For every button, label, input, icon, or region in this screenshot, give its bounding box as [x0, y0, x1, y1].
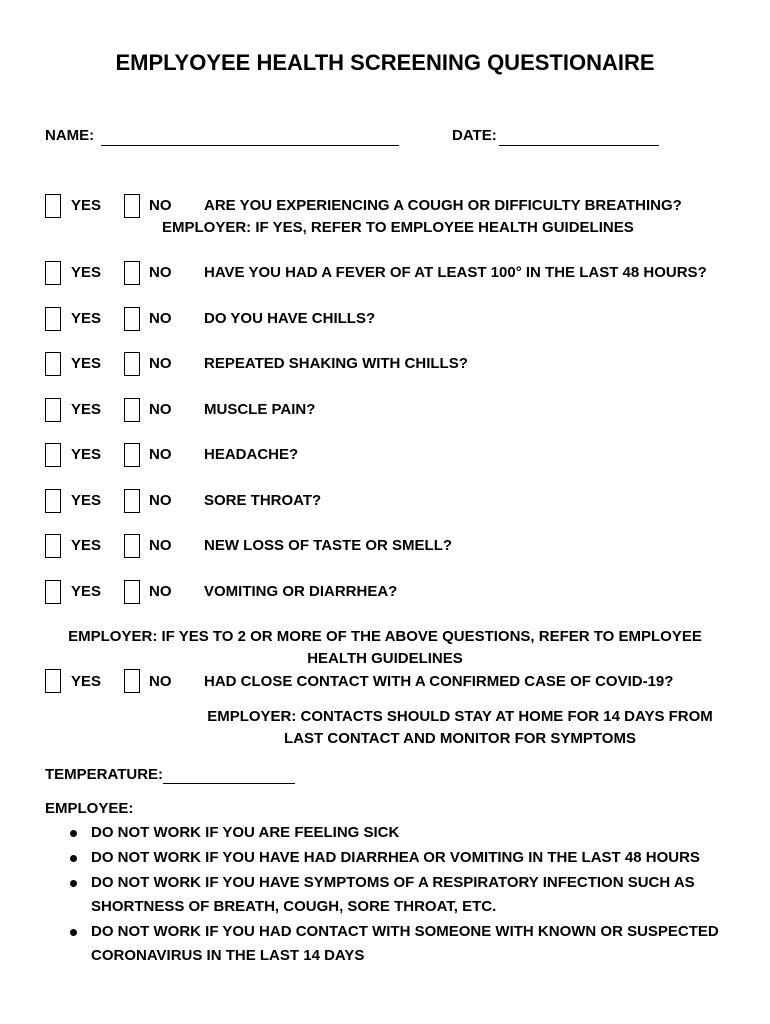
no-label: NO [149, 197, 172, 214]
no-label: NO [149, 673, 172, 690]
yes-checkbox-covid-contact[interactable] [45, 669, 61, 693]
question-muscle-pain: MUSCLE PAIN? [204, 401, 316, 418]
question-chills: DO YOU HAVE CHILLS? [204, 310, 376, 327]
yes-label: YES [71, 537, 102, 554]
yes-label: YES [71, 492, 102, 509]
page-title: EMPLYOYEE HEALTH SCREENING QUESTIONAIRE [115, 50, 655, 75]
yes-checkbox-vomiting[interactable] [45, 580, 61, 604]
question-shaking: REPEATED SHAKING WITH CHILLS? [204, 355, 468, 372]
employee-bullet-item-cont: CORONAVIRUS IN THE LAST 14 DAYS [91, 947, 365, 964]
employer-note-contacts-cont: LAST CONTACT AND MONITOR FOR SYMPTOMS [284, 730, 636, 747]
employee-heading: EMPLOYEE: [45, 800, 134, 817]
question-covid-contact: HAD CLOSE CONTACT WITH A CONFIRMED CASE OF COVID-19? [204, 673, 674, 690]
no-label: NO [149, 310, 172, 327]
employee-bullet-item: DO NOT WORK IF YOU HAVE SYMPTOMS OF A RESPIRATORY INFECTION SUCH AS [91, 874, 695, 891]
yes-label: YES [71, 401, 102, 418]
bullet-icon [70, 830, 77, 837]
temperature-field[interactable] [163, 783, 295, 784]
date-label: DATE: [452, 127, 497, 144]
no-checkbox-chills[interactable] [124, 307, 140, 331]
question-cough: ARE YOU EXPERIENCING A COUGH OR DIFFICULTY BREATHING? [204, 197, 682, 214]
employee-bullet-item: DO NOT WORK IF YOU HAVE HAD DIARRHEA OR VOMITING IN THE LAST 48 HOURS [91, 849, 700, 866]
employer-note-two-or-more-cont: HEALTH GUIDELINES [307, 650, 463, 667]
name-label: NAME: [45, 127, 95, 144]
no-label: NO [149, 583, 172, 600]
no-checkbox-vomiting[interactable] [124, 580, 140, 604]
yes-label: YES [71, 355, 102, 372]
no-checkbox-headache[interactable] [124, 443, 140, 467]
employer-note-cough: EMPLOYER: IF YES, REFER TO EMPLOYEE HEALTH GUIDELINES [162, 219, 634, 236]
temperature-label: TEMPERATURE: [45, 766, 164, 783]
yes-checkbox-shaking[interactable] [45, 352, 61, 376]
no-checkbox-cough[interactable] [124, 194, 140, 218]
employer-note-two-or-more: EMPLOYER: IF YES TO 2 OR MORE OF THE ABOVE QUESTIONS, REFER TO EMPLOYEE [68, 628, 702, 645]
employee-bullet-item: DO NOT WORK IF YOU ARE FEELING SICK [91, 824, 400, 841]
yes-label: YES [71, 583, 102, 600]
yes-checkbox-headache[interactable] [45, 443, 61, 467]
no-checkbox-fever[interactable] [124, 261, 140, 285]
no-label: NO [149, 446, 172, 463]
yes-label: YES [71, 197, 102, 214]
yes-checkbox-chills[interactable] [45, 307, 61, 331]
yes-label: YES [71, 310, 102, 327]
bullet-icon [70, 880, 77, 887]
yes-label: YES [71, 264, 102, 281]
employee-bullet-item: DO NOT WORK IF YOU HAD CONTACT WITH SOMEONE WITH KNOWN OR SUSPECTED [91, 923, 719, 940]
no-label: NO [149, 264, 172, 281]
no-checkbox-taste-smell[interactable] [124, 534, 140, 558]
yes-label: YES [71, 673, 102, 690]
question-sore-throat: SORE THROAT? [204, 492, 322, 509]
yes-checkbox-taste-smell[interactable] [45, 534, 61, 558]
employee-bullet-item-cont: SHORTNESS OF BREATH, COUGH, SORE THROAT, ETC. [91, 898, 497, 915]
question-fever: HAVE YOU HAD A FEVER OF AT LEAST 100° IN THE LAST 48 HOURS? [204, 264, 707, 281]
no-label: NO [149, 401, 172, 418]
yes-checkbox-muscle-pain[interactable] [45, 398, 61, 422]
yes-checkbox-cough[interactable] [45, 194, 61, 218]
date-field[interactable] [499, 145, 659, 146]
bullet-icon [70, 929, 77, 936]
question-vomiting: VOMITING OR DIARRHEA? [204, 583, 398, 600]
question-taste-smell: NEW LOSS OF TASTE OR SMELL? [204, 537, 453, 554]
no-checkbox-covid-contact[interactable] [124, 669, 140, 693]
employer-note-contacts: EMPLOYER: CONTACTS SHOULD STAY AT HOME FOR 14 DAYS FROM [207, 708, 713, 725]
yes-label: YES [71, 446, 102, 463]
no-checkbox-shaking[interactable] [124, 352, 140, 376]
name-field[interactable] [101, 145, 399, 146]
no-checkbox-muscle-pain[interactable] [124, 398, 140, 422]
no-label: NO [149, 492, 172, 509]
no-label: NO [149, 537, 172, 554]
no-checkbox-sore-throat[interactable] [124, 489, 140, 513]
yes-checkbox-sore-throat[interactable] [45, 489, 61, 513]
no-label: NO [149, 355, 172, 372]
yes-checkbox-fever[interactable] [45, 261, 61, 285]
question-headache: HEADACHE? [204, 446, 299, 463]
bullet-icon [70, 855, 77, 862]
